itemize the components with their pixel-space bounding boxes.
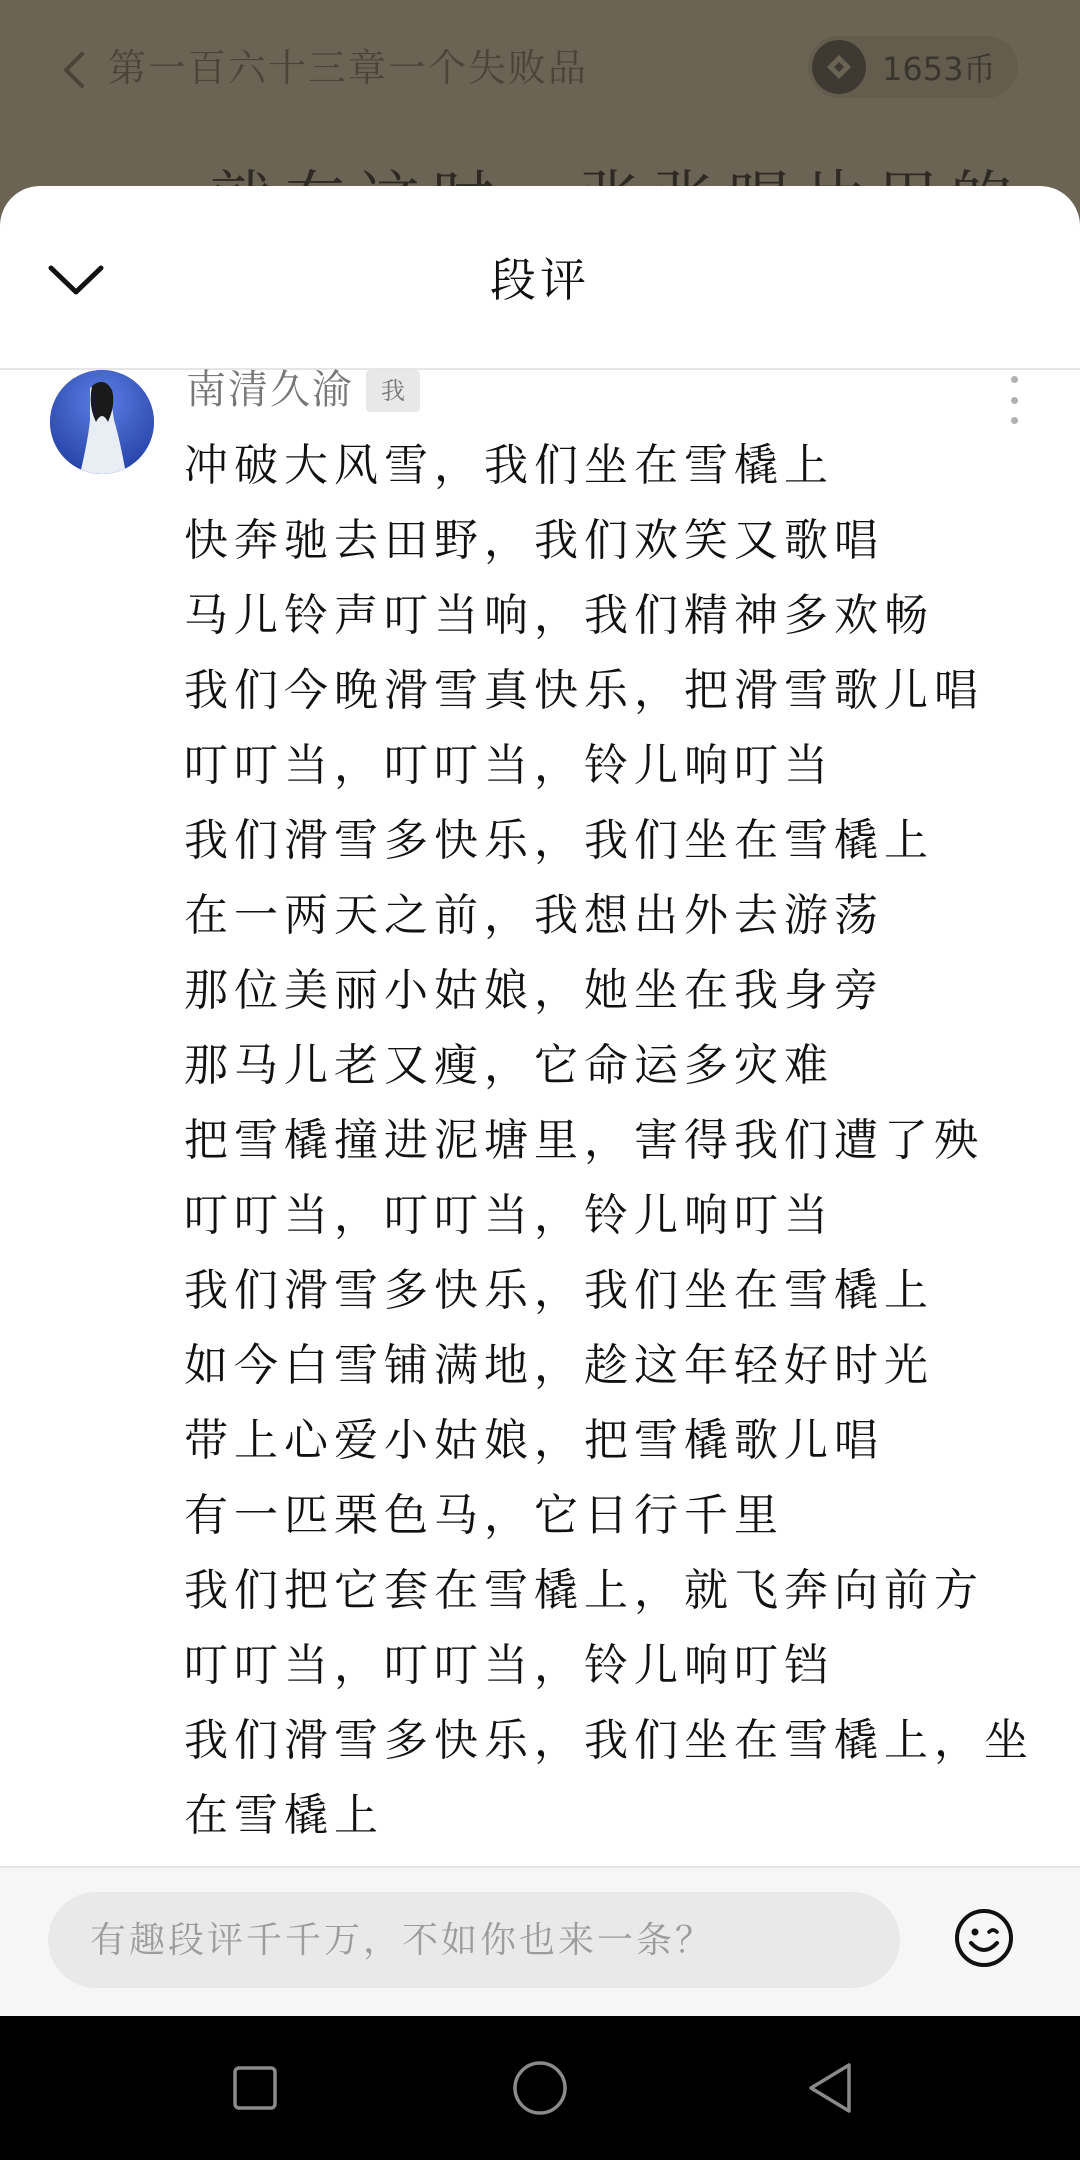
comment-line: 我们滑雪多快乐，我们坐在雪橇上: [184, 815, 934, 866]
sheet-header: [0, 186, 1080, 370]
more-dot: [1011, 417, 1018, 424]
smiley-icon: [953, 1907, 1015, 1969]
more-vertical-icon: [1011, 376, 1018, 383]
paragraph-comment-sheet: [0, 186, 1080, 2016]
comment-line: 我们今晚滑雪真快乐，把滑雪歌儿唱: [184, 665, 984, 716]
comment-line: 叮叮当，叮叮当，铃儿响叮当: [184, 740, 834, 791]
comment-line: 在一两天之前，我想出外去游荡: [184, 890, 884, 941]
triangle-back-icon: [805, 2061, 855, 2115]
comment-text: [184, 428, 1044, 1853]
avatar[interactable]: [50, 370, 154, 474]
comment-line: 那马儿老又瘦，它命运多灾难: [184, 1040, 834, 1091]
more-dot: [1011, 397, 1018, 404]
comment-line: 把雪橇撞进泥塘里，害得我们遭了殃: [184, 1115, 984, 1166]
sheet-title: 段评: [490, 253, 590, 307]
comment-line: 在雪橇上: [184, 1790, 384, 1841]
chapter-title[interactable]: 第一百六十三章一个失败品: [108, 46, 589, 90]
comment-line: 叮叮当，叮叮当，铃儿响叮当: [184, 1190, 834, 1241]
emoji-button[interactable]: [952, 1906, 1016, 1970]
comment-line: 有一匹栗色马，它日行千里: [184, 1490, 784, 1541]
coin-balance: 1653币: [882, 50, 996, 88]
comment-input-bar: [0, 1866, 1080, 2016]
system-navigation-bar: [0, 2016, 1080, 2160]
chevron-left-icon: [60, 50, 88, 90]
comment-username[interactable]: 南清久渝: [186, 367, 354, 413]
comment-input[interactable]: [48, 1892, 900, 1988]
more-options-button[interactable]: [998, 370, 1030, 430]
comment-line: 冲破大风雪，我们坐在雪橇上: [184, 440, 834, 491]
back-button[interactable]: [52, 44, 96, 96]
comment-line: 快奔驰去田野，我们欢笑又歌唱: [184, 515, 884, 566]
me-badge: 我: [366, 370, 420, 412]
comment-line: 叮叮当，叮叮当，铃儿响叮铛: [184, 1640, 834, 1691]
home-button[interactable]: [510, 2058, 570, 2118]
comment-line: 马儿铃声叮当响，我们精神多欢畅: [184, 590, 934, 641]
comment-line: 那位美丽小姑娘，她坐在我身旁: [184, 965, 884, 1016]
comment-line: 带上心爱小姑娘，把雪橇歌儿唱: [184, 1415, 884, 1466]
back-nav-button[interactable]: [800, 2058, 860, 2118]
circle-icon: [511, 2059, 569, 2117]
coin-icon: [812, 40, 866, 94]
coin-balance-pill[interactable]: [808, 36, 1018, 98]
square-icon: [232, 2065, 278, 2111]
comment-line: 我们把它套在雪橇上，就飞奔向前方: [184, 1565, 984, 1616]
reader-top-bar: [0, 0, 1080, 140]
comment-line: 我们滑雪多快乐，我们坐在雪橇上: [184, 1265, 934, 1316]
comment-line: 如今白雪铺满地，趁这年轻好时光: [184, 1340, 934, 1391]
comment-line: 我们滑雪多快乐，我们坐在雪橇上，坐: [184, 1715, 1034, 1766]
recents-button[interactable]: [225, 2058, 285, 2118]
